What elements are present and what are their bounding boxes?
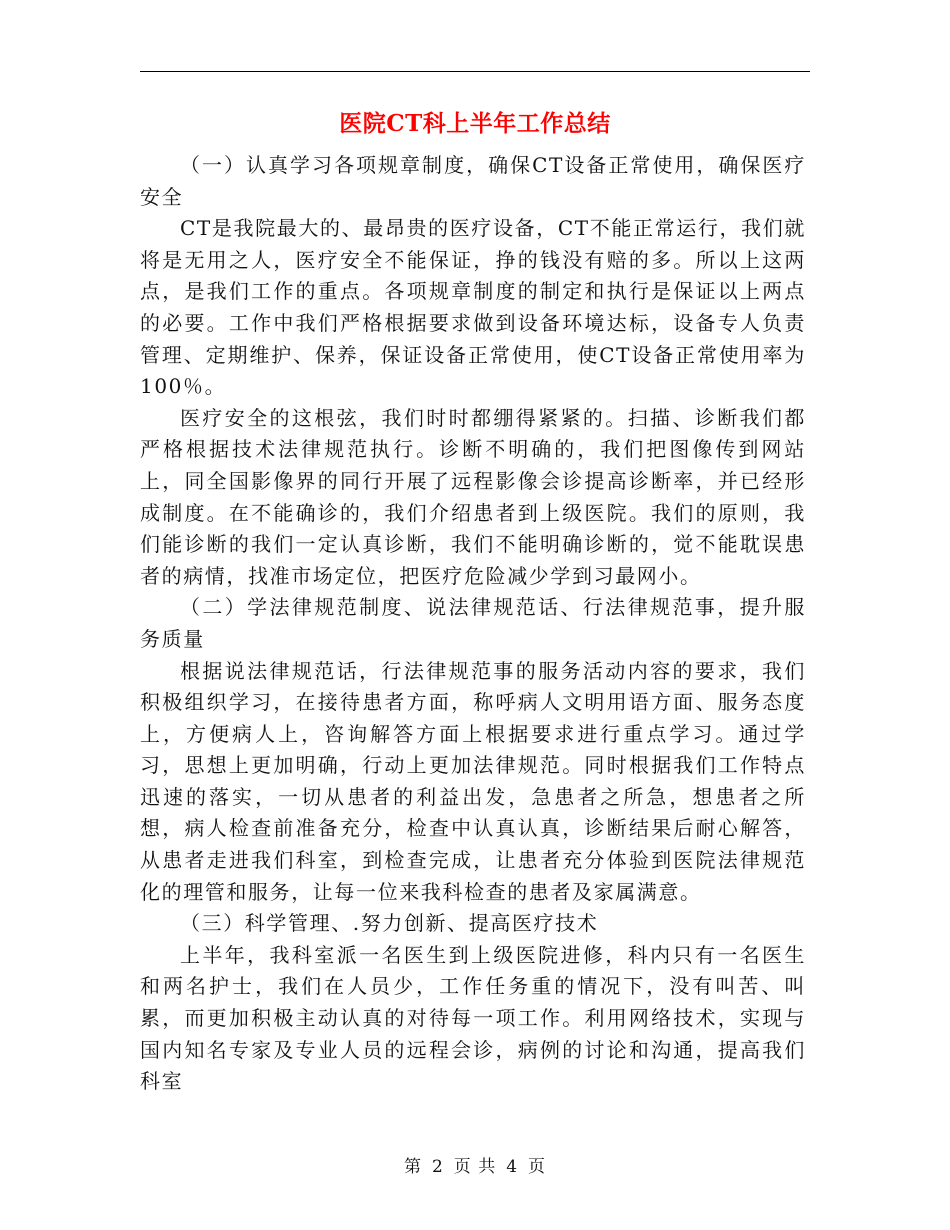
body-paragraph: 根据说法律规范话，行法律规范事的服务活动内容的要求，我们积极组织学习，在接待患者方面，称呼病人文明用语方面、服务态度上，方便病人上，咨询解答方面上根据要求进行重点学习。通过学习，思想上更加明确，行动上更加法律规范。同时根据我们工作特点迅速的落实，一切从患者的利益出发，急患者之所急，想患者之所想，病人检查前准备充分，检查中认真认真，诊断结果后耐心解答，从患者走进我们科室，到检查完成，让患者充分体验到医院法律规范化的理管和服务，让每一位来我科检查的患者及家属满意。 [140,658,806,904]
body-paragraph: 医疗安全的这根弦，我们时时都绷得紧紧的。扫描、诊断我们都严格根据技术法律规范执行。诊断不明确的，我们把图像传到网站上，同全国影像界的同行开展了远程影像会诊提高诊断率，并已经形成制度。在不能确诊的，我们介绍患者到上级医院。我们的原则，我们能诊断的我们一定认真诊断，我们不能明确诊断的，觉不能耽误患者的病情，找准市场定位，把医疗危险减少学到习最网小。 [140,405,806,588]
section-heading-3: （三）科学管理、.努力创新、提高医疗技术 [180,911,599,936]
page-footer [0,1152,950,1177]
footer-suffix: 页 [528,1157,547,1177]
document-title: 医院CT科上半年工作总结 [339,110,611,137]
document-body [140,150,806,1098]
section-heading-1: （一）认真学习各项规章制度，确保CT设备正常使用，确保医疗安全 [140,153,806,209]
body-paragraph: CT是我院最大的、最昂贵的医疗设备，CT不能正常运行，我们就将是无用之人，医疗安全不能保证，挣的钱没有赔的多。所以上这两点，是我们工作的重点。各项规章制度的制定和执行是保证以上两点的必要。工作中我们严格根据要求做到设备环境达标，设备专人负责管理、定期维护、保养，保证设备正常使用，使CT设备正常使用率为100％。 [140,216,806,399]
footer-page-number: 2 [431,1157,444,1177]
section-heading-2: （二）学法律规范制度、说法律规范话、行法律规范事，提升服务质量 [140,595,806,651]
footer-total-pages: 4 [506,1157,519,1177]
footer-prefix: 第 [403,1157,422,1177]
header-rule [140,71,810,72]
body-paragraph: 上半年，我科室派一名医生到上级医院进修，科内只有一名医生和两名护士，我们在人员少，工作任务重的情况下，没有叫苦、叫累，而更加积极主动认真的对待每一项工作。利用网络技术，实现与国内知名专家及专业人员的远程会诊，病例的讨论和沟通，提高我们科室 [140,942,806,1094]
footer-middle: 页 共 [453,1157,497,1177]
